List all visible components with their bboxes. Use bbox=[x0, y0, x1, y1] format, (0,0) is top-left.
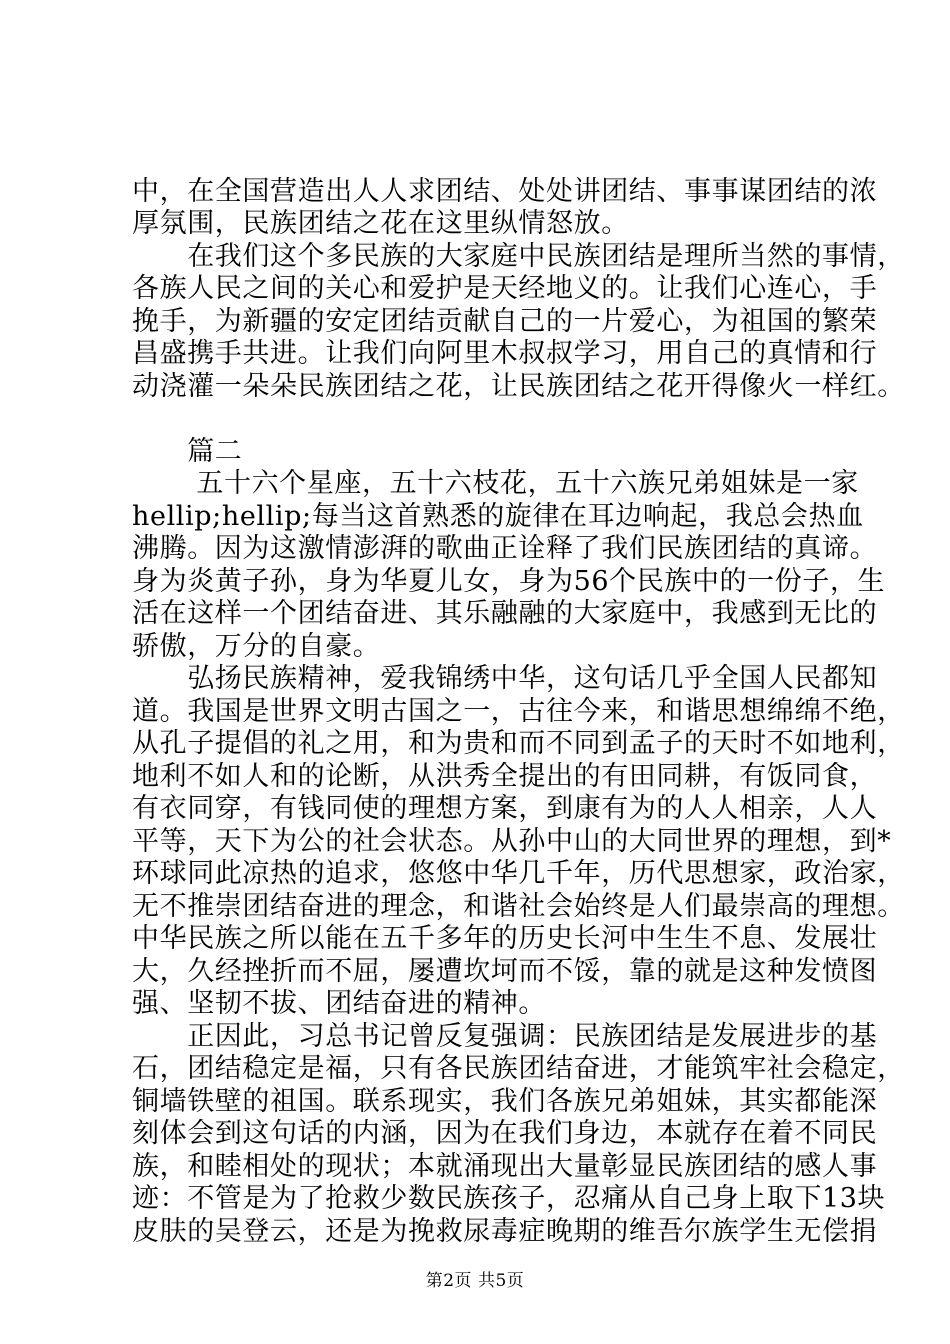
text-line: 平等，天下为公的社会状态。从孙中山的大同世界的理想，到* bbox=[132, 826, 892, 857]
text-line: 中，在全国营造出人人求团结、处处讲团结、事事谋团结的浓 bbox=[132, 176, 878, 207]
text-line: 动浇灌一朵朵民族团结之花，让民族团结之花开得像火一样红。 bbox=[132, 371, 905, 402]
text-line: hellip;hellip;每当这首熟悉的旋律在耳边响起，我总会热血 bbox=[132, 501, 864, 532]
text-line: 活在这样一个团结奋进、其乐融融的大家庭中，我感到无比的 bbox=[132, 598, 878, 629]
text-line: 强、坚韧不拔、团结奋进的精神。 bbox=[132, 988, 546, 1019]
page-number-footer: 第2页 共5页 bbox=[425, 1271, 525, 1291]
text-line: 正因此，习总书记曾反复强调：民族团结是发展进步的基 bbox=[132, 1021, 878, 1052]
text-line: 铜墙铁壁的祖国。联系现实，我们各族兄弟姐妹，其实都能深 bbox=[132, 1086, 878, 1117]
text-line: 环球同此凉热的追求，悠悠中华几千年，历代思想家，政治家， bbox=[132, 858, 905, 889]
text-line: 在我们这个多民族的大家庭中民族团结是理所当然的事情， bbox=[132, 241, 905, 272]
text-line: 大，久经挫折而不屈，屡遭坎坷而不馁，靠的就是这种发愤图 bbox=[132, 956, 878, 987]
text-line: 从孔子提倡的礼之用，和为贵和而不同到孟子的天时不如地利， bbox=[132, 728, 905, 759]
text-line: 皮肤的吴登云，还是为挽救尿毒症晚期的维吾尔族学生无偿捐 bbox=[132, 1216, 878, 1247]
text-line: 五十六个星座，五十六枝花，五十六族兄弟姐妹是一家 bbox=[132, 468, 859, 499]
text-line: 道。我国是世界文明古国之一，古往今来，和谐思想绵绵不绝， bbox=[132, 696, 905, 727]
text-line: 沸腾。因为这激情澎湃的歌曲正诠释了我们民族团结的真谛。 bbox=[132, 533, 878, 564]
text-line: 中华民族之所以能在五千多年的历史长河中生生不息、发展壮 bbox=[132, 923, 878, 954]
text-line: 挽手，为新疆的安定团结贡献自己的一片爱心，为祖国的繁荣 bbox=[132, 306, 878, 337]
text-line: 身为炎黄子孙，身为华夏儿女，身为56个民族中的一份子，生 bbox=[132, 566, 886, 597]
text-line: 石，团结稳定是福，只有各民族团结奋进，才能筑牢社会稳定， bbox=[132, 1053, 905, 1084]
text-line: 弘扬民族精神，爱我锦绣中华，这句话几乎全国人民都知 bbox=[132, 663, 878, 694]
text-line: 刻体会到这句话的内涵，因为在我们身边，本就存在着不同民 bbox=[132, 1118, 878, 1149]
text-line: 地利不如人和的论断，从洪秀全提出的有田同耕，有饭同食， bbox=[132, 761, 878, 792]
text-line: 迹：不管是为了抢救少数民族孩子，忍痛从自己身上取下13块 bbox=[132, 1183, 886, 1214]
text-line: 有衣同穿，有钱同使的理想方案，到康有为的人人相亲，人人 bbox=[132, 793, 878, 824]
text-line: 骄傲，万分的自豪。 bbox=[132, 631, 381, 662]
section-heading: 篇二 bbox=[132, 436, 243, 467]
text-line: 各族人民之间的关心和爱护是天经地义的。让我们心连心，手 bbox=[132, 273, 878, 304]
text-line: 昌盛携手共进。让我们向阿里木叔叔学习，用自己的真情和行 bbox=[132, 338, 878, 369]
text-line: 无不推崇团结奋进的理念，和谐社会始终是人们最崇高的理想。 bbox=[132, 891, 905, 922]
text-line: 族，和睦相处的现状；本就涌现出大量彰显民族团结的感人事 bbox=[132, 1151, 878, 1182]
text-line: 厚氛围，民族团结之花在这里纵情怒放。 bbox=[132, 208, 629, 239]
